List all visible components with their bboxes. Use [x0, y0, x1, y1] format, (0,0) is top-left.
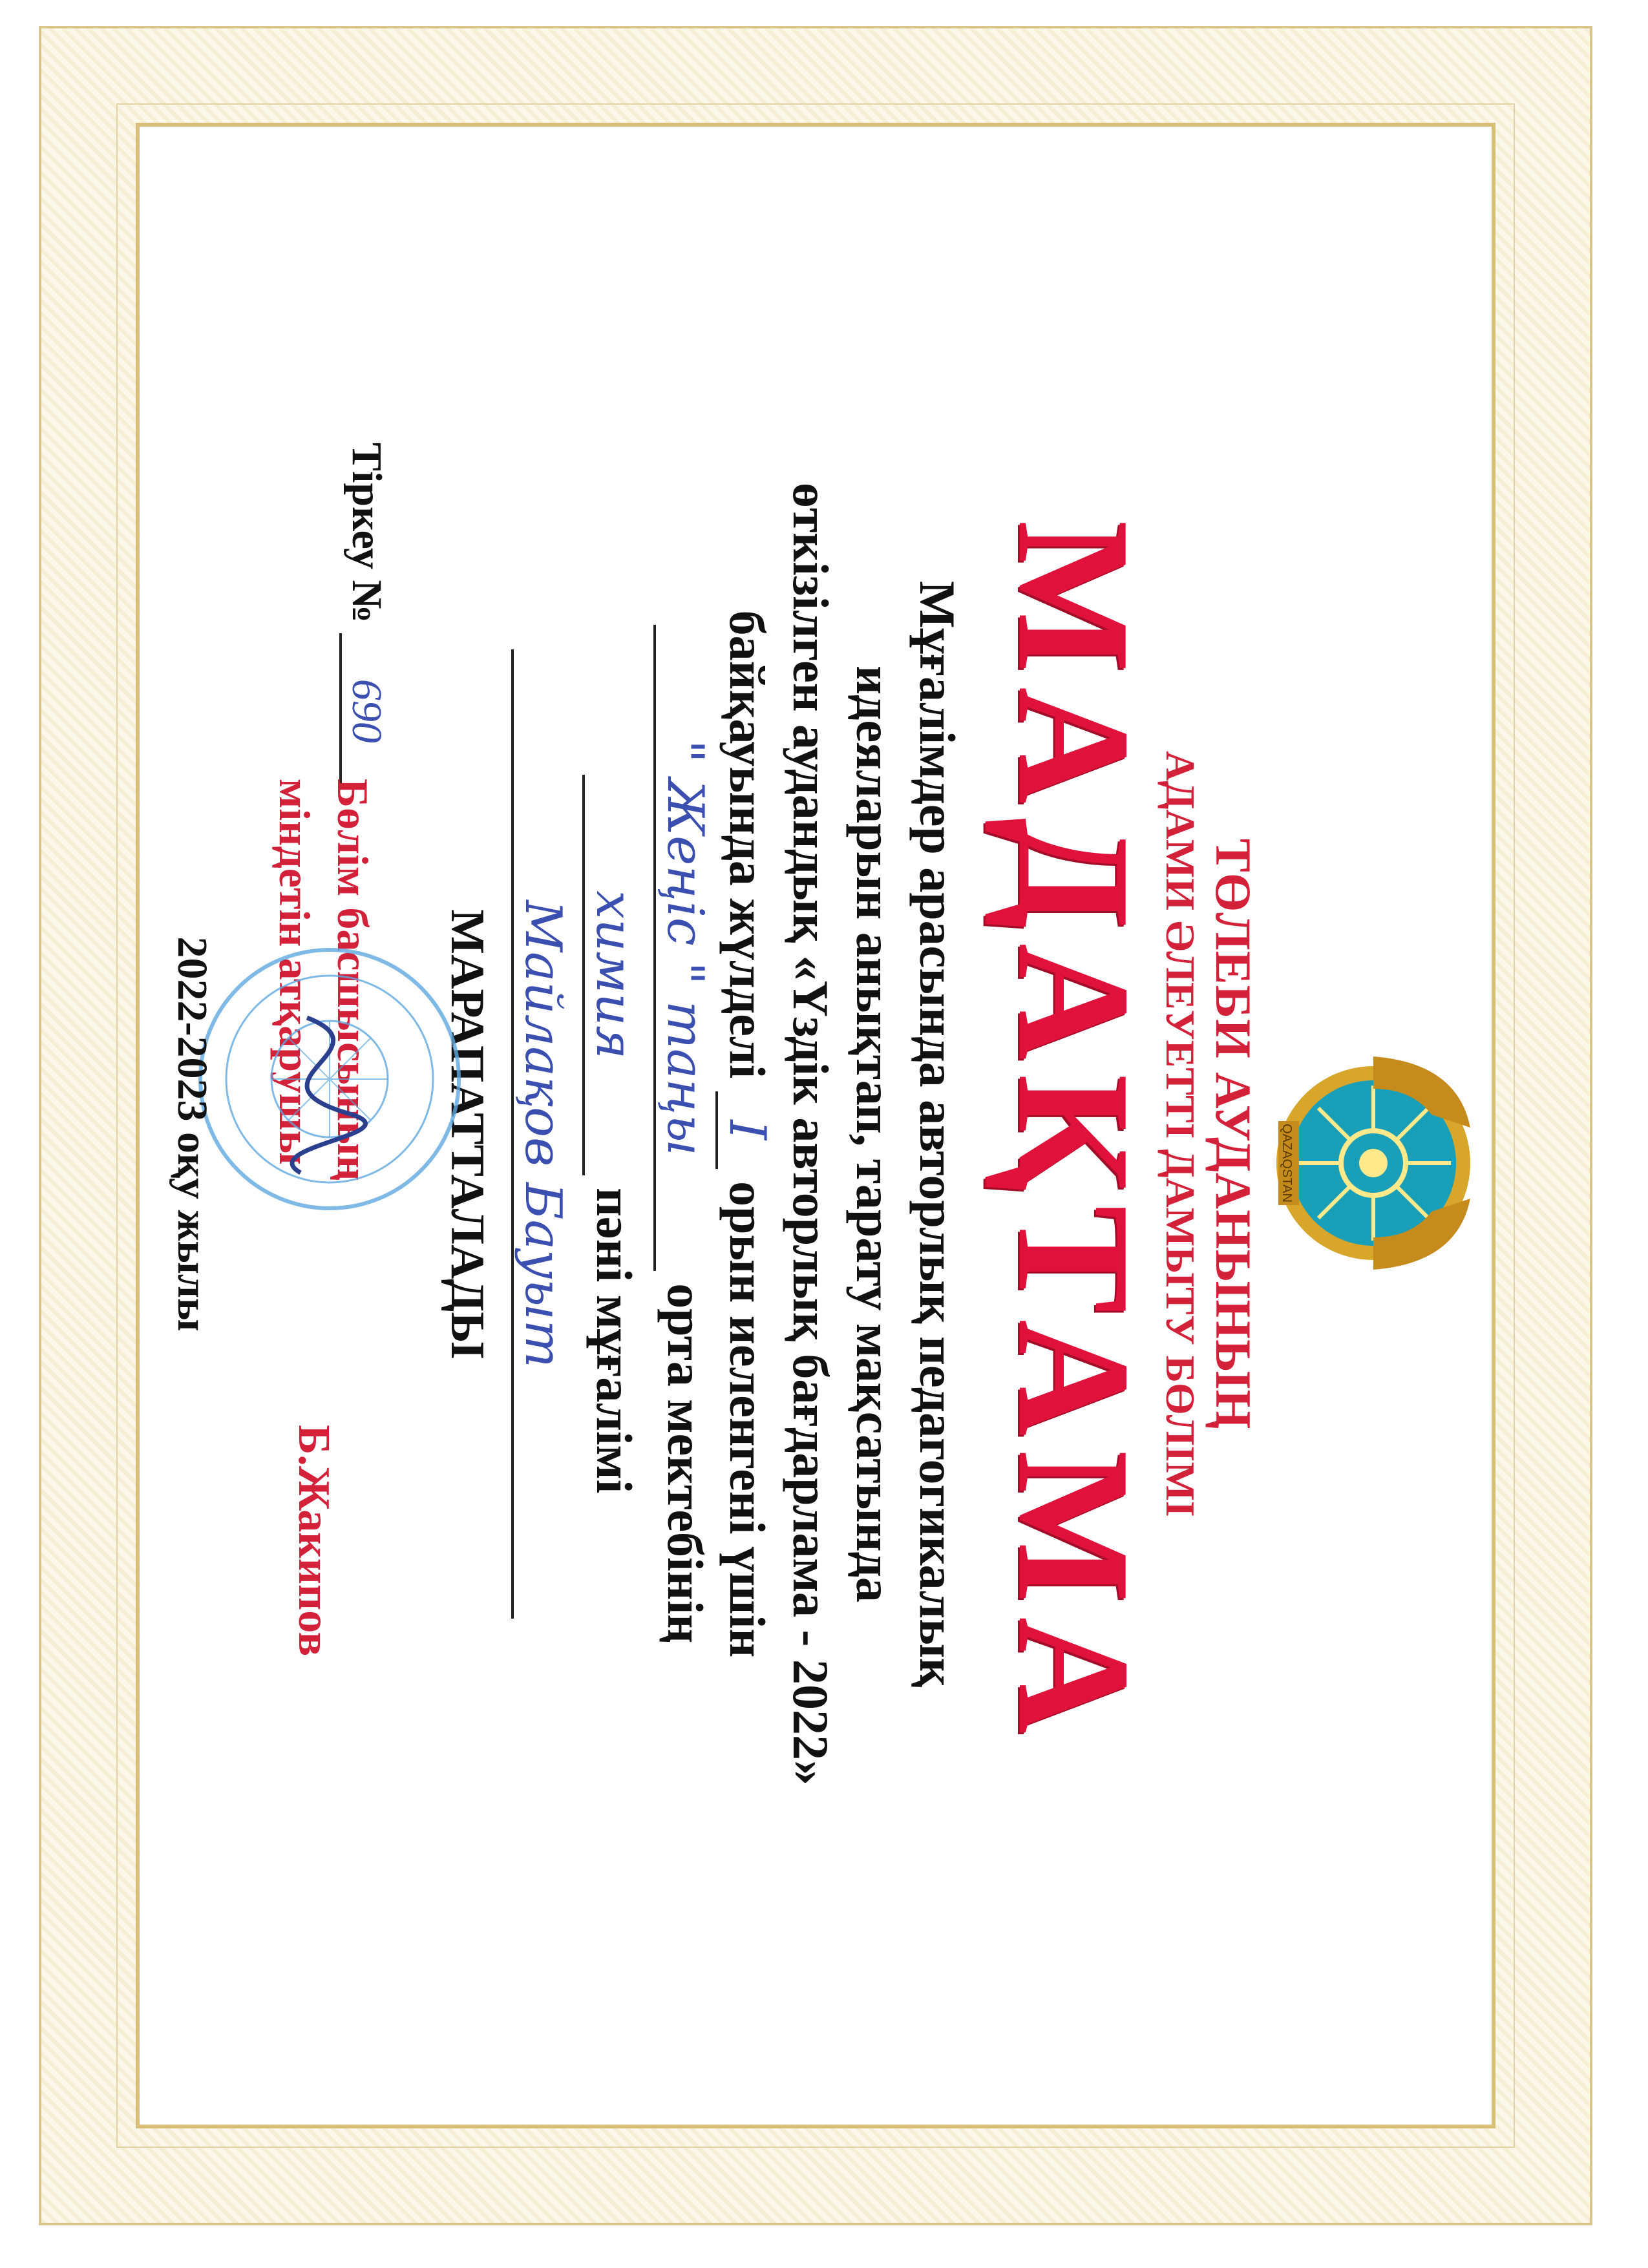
body-line2: идеяларын анықтап, тарату мақсатында: [846, 666, 902, 1602]
subject-suffix: пәні мұғалімі: [586, 1188, 642, 1494]
department-line2: АДАМИ ӘЛЕУЕТТІ ДАМЫТУ БӨЛІМІ: [1157, 751, 1203, 1517]
signatory-role-line2: міндетін атқарушы: [270, 779, 319, 1165]
certificate-title: МАДАҚТАМА: [984, 520, 1163, 1748]
emblem-label: QAZAQSTAN: [1280, 1124, 1294, 1202]
school-line: [653, 132, 714, 2136]
body-line3: өткізілген аудандық «Үздік авторлық бағдарлама - 2022»: [783, 483, 839, 1785]
kazakhstan-emblem-icon: [1270, 1050, 1483, 1276]
body-line4-prefix: байқауында жүлделі: [719, 610, 776, 1079]
body-line4-suffix: орын иеленгені үшін: [719, 1181, 776, 1658]
subject-line: [582, 132, 643, 2136]
department-line1: ТӨЛЕБИ АУДАНЫНЫҢ: [1205, 838, 1262, 1430]
body-line1: Мұғалімдер арасында авторлық педагогикалық: [909, 581, 966, 1687]
certificate-content: [145, 132, 1503, 2136]
school-suffix: орта мектебінің: [657, 1283, 713, 1644]
teacher-line: [511, 132, 572, 2136]
awards-text: МАРАПАТТАЛАДЫ: [441, 909, 494, 1359]
body-line4: [715, 132, 776, 2136]
registration-label: Тіркеу №: [343, 443, 390, 623]
signatory-name: Б.Жакипов: [289, 1425, 339, 1657]
registration-number: 690: [339, 633, 391, 788]
official-stamp-icon: [191, 940, 469, 1218]
school-field: " Жеңіс " таңы: [653, 625, 714, 1271]
registration: [339, 443, 391, 788]
teacher-field: Майлақов Бауыт: [511, 649, 572, 1619]
signatory-role-line1: Бөлім басшысының: [328, 779, 377, 1181]
academic-year: 2022-2023 оқу жылы: [169, 936, 216, 1332]
subject-field: химия: [582, 775, 643, 1175]
place-field: I: [715, 1091, 776, 1169]
